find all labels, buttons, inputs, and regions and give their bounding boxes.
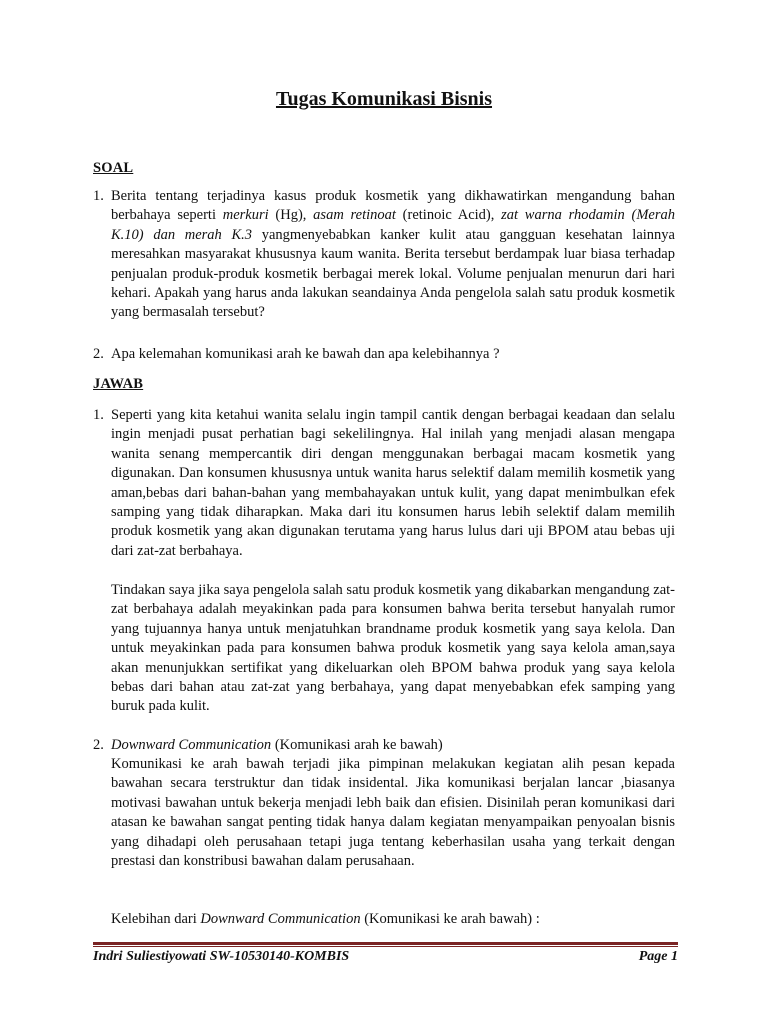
question-1-text: [111, 187, 675, 323]
kelebihan-prefix: Kelebihan dari: [111, 911, 201, 927]
footer-author: Indri Suliestiyowati SW-10530140-KOMBIS: [93, 949, 350, 964]
footer-rule-thin: [93, 946, 678, 947]
question-2: [93, 345, 675, 364]
answer-1: [93, 406, 675, 561]
kelebihan-suffix: (Komunikasi ke arah bawah) :: [360, 911, 540, 927]
q1-italic-term: asam retinoat: [313, 207, 396, 224]
answer-2-number: 2.: [93, 737, 104, 753]
q1-italic-term: zat warna rhodamin (Merah K.10) dan merah K.3: [111, 207, 675, 243]
q1-italic-term: merkuri: [222, 207, 269, 224]
footer-rule-thick: [93, 942, 678, 945]
kelebihan-term: Downward Communication: [200, 911, 361, 927]
answer-1-paragraph-1: Seperti yang kita ketahui wanita selalu ingin tampil cantik dengan berbagai keadaan dan selalu ingin menjadi pusat perhatian bagi sekelilingnya. Hal inilah yang menjadi alasan mengapa wanita senang mempercantik diri dengan menggunakan berbagai macam kosmetik yang digunakan. Dan konsumen khususnya untuk wanita harus selektif dalam memilih kosmetik yang aman,bebas dari bahan-bahan yang membahayakan untuk kulit, yang dapat menimbulkan efek samping yang tidak diharapkan. Maka dari itu konsumen harus lebih selektif dalam memilih produk kosmetik yang akan digunakan terutama yang harus lulus dari uji BPOM atau bebas uji dari zat-zat berbahaya.: [111, 407, 675, 559]
page-title: Tugas Komunikasi Bisnis: [275, 88, 493, 110]
q1-text-part: yangmenyebabkan kanker kulit atau gangguan kesehatan lainnya meresahkan masyarakat khususnya kaum wanita. Berita tersebut berdampak luar biasa terhadap penjualan produk-produk kosmetik berbagai merek lokal. Volume penjualan menurun dari hari kehari. Apakah yang harus anda lakukan seandainya Anda pengelola salah satu produk kosmetik yang bermasalah tersebut?: [111, 226, 675, 321]
term-gloss: (Komunikasi arah ke bawah): [271, 737, 443, 753]
question-1: [93, 187, 675, 323]
question-1-number: 1.: [93, 188, 104, 204]
q1-text-part: Berita tentang terjadinya kasus produk kosmetik yang dikhawatirkan mengandung bahan berbahaya seperti: [111, 188, 675, 224]
answer-1-paragraph-2: Tindakan saya jika saya pengelola salah satu produk kosmetik yang dikabarkan mengandung zat-zat berbahaya adalah meyakinkan pada para konsumen bahwa berita tersebut hanyalah rumor yang tujuannya hanya untuk menjatuhkan brandname produk kosmetik yang saya kelola. Dan untuk meyakinkan pada para konsumen bahwa produk kosmetik yang saya kelola aman,saya akan menunjukkan sertifikat yang dikeluarkan oleh BPOM bahwa produk yang saya kelola bebas dari bahan atau zat-zat yang berbahaya, yang dapat menyebabkan efek samping yang buruk pada kulit.: [111, 582, 676, 715]
question-2-number: 2.: [93, 346, 104, 362]
jawab-heading: JAWAB: [93, 376, 144, 392]
answer-2-heading: [111, 736, 675, 755]
q1-text-part: (Hg),: [268, 207, 314, 224]
downward-communication-term: Downward Communication: [111, 737, 272, 753]
answer-2-paragraph-1: Komunikasi ke arah bawah terjadi jika pimpinan melakukan kegiatan alih pesan kepada bawahan secara terstruktur dan tidak insidental. Jika komunikasi berjalan lancar ,biasanya motivasi bawahan untuk bekerja menjadi lebh baik dan efisien. Disinilah peran komunikasi dari atasan ke bawahan sangat penting tidak hanya dalam kegiatan menyampaikan penyoalan bisnis yang dihadapi oleh perusahaan tetapi juga tentang keberhasilan usaha yang terkait dengan prestasi dan konstribusi bawahan dalam perusahaan.: [111, 756, 675, 870]
footer-page-number: Page 1: [638, 949, 678, 964]
answer-2: [93, 736, 675, 755]
kelebihan-line: [111, 910, 675, 929]
q1-text-part: (retinoic Acid),: [395, 207, 502, 224]
answer-1-number: 1.: [93, 407, 104, 423]
question-2-text: Apa kelemahan komunikasi arah ke bawah dan apa kelebihannya ?: [111, 346, 500, 362]
soal-heading: SOAL: [93, 160, 134, 176]
